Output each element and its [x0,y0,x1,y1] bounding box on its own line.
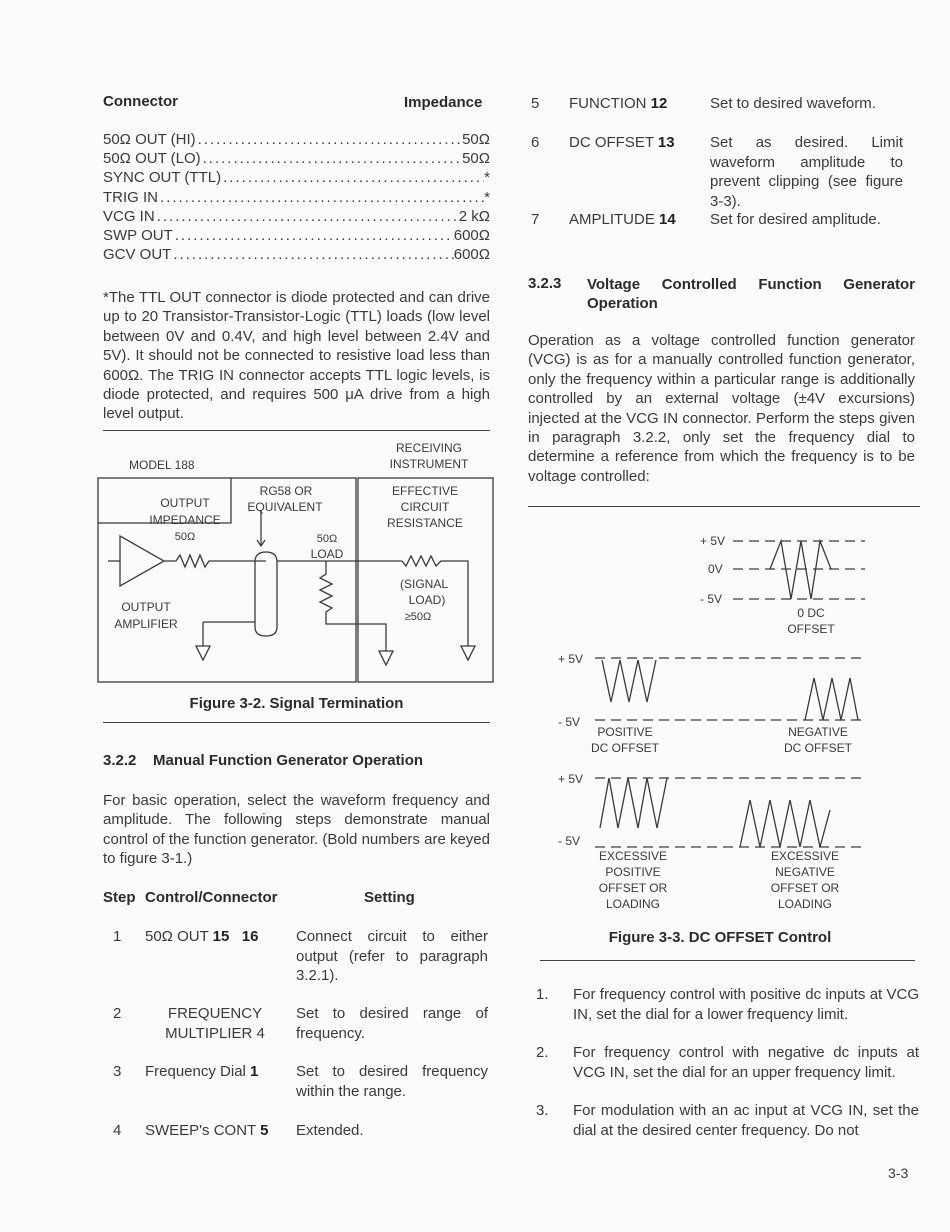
cable-label-1: RG58 OR [259,484,313,498]
control-name: 50Ω OUT [145,928,213,945]
setting-text: Set to desired waveform. [710,95,876,112]
impedance-value: 50Ω [462,150,490,168]
model-188-label: MODEL 188 [129,458,195,472]
load-value: 50Ω [316,533,338,545]
list-number: 1. [536,986,549,1003]
step-number: 2 [113,1005,122,1022]
figure-key-number: 15 16 [212,928,259,945]
leader-dots [171,245,453,264]
figure-key-number: 5 [260,1122,269,1139]
positive-label-1: POSITIVE [597,725,653,739]
connector-row [103,149,490,168]
negative-label-2: DC OFFSET [784,741,852,755]
figure-3-3-caption: Figure 3-3. DC OFFSET Control [608,929,832,946]
cable-label-2: EQUIVALENT [247,500,323,514]
connector-name: SWP OUT [103,227,173,244]
negative-label-1: NEGATIVE [788,725,848,739]
setting-cell [296,1004,488,1043]
signal-load-value: ≥50Ω [404,611,432,623]
amplifier-symbol [120,536,164,586]
step-number: 4 [113,1122,122,1139]
section-322-body: For basic operation, select the waveform frequency and amplitude. The following steps demonstrate manual control of the function generator. (Bold numbers are keyed to figure 3-1.) [103,792,490,868]
connector-column-header: Connector [103,93,178,110]
impedance-value: 600Ω [453,227,490,244]
control-cell [569,133,699,153]
setting-text: Set to desired frequency within the range. [296,1063,488,1100]
connector-row [103,188,490,207]
section-323-title: Voltage Controlled Function Generator Operation [587,276,915,312]
exc-neg-2: NEGATIVE [775,865,835,879]
control-name: AMPLITUDE [569,211,660,228]
control-name-line2: MULTIPLIER 4 [165,1024,265,1042]
minus5-label: - 5V [700,592,723,606]
dc-offset-waveforms [540,520,870,920]
divider [103,430,490,431]
exc-pos-4: LOADING [605,897,661,911]
control-cell [145,1062,285,1082]
section-322-heading: 3.2.2 Manual Function Generator Operation [103,752,424,769]
step-cell [113,1062,133,1082]
exc-neg-3: OFFSET OR [770,881,840,895]
receiving-label-2: INSTRUMENT [389,457,469,471]
list-number: 3. [536,1102,549,1119]
exc-pos-2: POSITIVE [605,865,661,879]
setting-text: Connect circuit to either output (refer to paragraph 3.2.1). [296,928,488,984]
connector-name: 50Ω OUT (HI) [103,131,196,148]
control-cell [145,1004,285,1043]
amplifier-label-2: AMPLIFIER [114,617,178,631]
divider [528,506,920,507]
leader-dots [155,207,459,226]
setting-cell [710,133,903,211]
setting-text: Set for desired amplitude. [710,211,881,228]
step-column-header: Step [103,889,136,906]
impedance-value: 600Ω [453,246,490,264]
divider [103,722,490,723]
plus5-label-bottom: + 5V [558,772,584,786]
exc-neg-1: EXCESSIVE [770,849,840,863]
step-number: 1 [113,928,122,945]
step-number: 3 [113,1063,122,1080]
impedance-value: * [484,188,490,206]
step-number: 5 [531,95,540,112]
signal-load-label-1: (SIGNAL [399,577,449,591]
zero-label: 0V [708,562,723,576]
minus5-label-mid: - 5V [558,715,581,729]
setting-text: Set to desired range of frequency. [296,1005,488,1042]
list-item: For frequency control with positive dc inputs at VCG IN, set the dial for a lower frequency limit. [573,986,919,1023]
ttl-footnote: *The TTL OUT connector is diode protected and can drive up to 20 Transistor-Transistor-Logic (TTL) loads (low level between 0V and 0.4V, and high level between 2.4V and 5V). It should not be connected to resistive load less than 600Ω. The TRIG IN connector accepts TTL logic levels, is diode protected, and requires 500 μA drive from a high level output. [103,289,490,423]
impedance-column-header: Impedance [404,94,483,111]
setting-cell [296,1121,488,1141]
control-cell [569,210,699,230]
connector-row [103,130,490,149]
page-number: 3-3 [888,1165,909,1181]
effective-label-1: EFFECTIVE [391,484,459,498]
receiving-label-1: RECEIVING [395,441,463,455]
control-cell [145,1121,285,1141]
step-cell [531,133,551,153]
control-name: Frequency Dial [145,1063,251,1080]
exc-pos-1: EXCESSIVE [598,849,668,863]
step-cell [531,210,551,230]
setting-text: Extended. [296,1122,364,1139]
amplifier-label-1: OUTPUT [121,600,171,614]
connector-name: 50Ω OUT (LO) [103,150,201,168]
output-impedance-label-2: IMPEDANCE [149,513,221,527]
connector-name: VCG IN [103,207,155,225]
minus5-label-bottom: - 5V [558,834,581,848]
exc-pos-3: OFFSET OR [598,881,668,895]
figure-key-number: 14 [659,211,676,228]
figure-3-2-caption: Figure 3-2. Signal Termination [189,695,404,712]
control-name: DC OFFSET [569,134,658,151]
control-name: FUNCTION [569,95,651,112]
signal-termination-diagram [96,436,496,698]
exc-neg-4: LOADING [777,897,833,911]
step-cell [113,1121,133,1141]
rg58-cable-symbol [255,552,277,636]
leader-dots [173,226,454,245]
connector-row [103,226,490,245]
figure-key-number: 12 [650,95,668,112]
impedance-value: 2 kΩ [458,207,490,225]
connector-row [103,207,490,226]
control-name: FREQUENCY [167,1005,263,1022]
control-column-header: Control/Connector [145,889,278,906]
setting-cell [296,927,488,986]
control-name: SWEEP's CONT [145,1122,261,1139]
setting-column-header: Setting [364,889,415,906]
positive-label-2: DC OFFSET [591,741,659,755]
plus5-label-mid: + 5V [558,652,584,666]
zero-dc-label-2: OFFSET [787,622,835,636]
output-impedance-value: 50Ω [174,531,196,543]
step-number: 7 [531,211,540,228]
impedance-value: * [484,169,490,187]
load-label: LOAD [310,547,344,561]
connector-name: TRIG IN [103,188,158,206]
list-item: For frequency control with negative dc inputs at VCG IN, set the dial for an upper frequency limit. [573,1044,919,1081]
control-cell [569,94,699,114]
step-cell [531,94,551,114]
step-cell [113,927,133,947]
connector-name: SYNC OUT (TTL) [103,169,222,187]
setting-cell [296,1062,488,1101]
effective-label-3: RESISTANCE [387,516,463,530]
setting-cell [710,210,903,230]
list-number: 2. [536,1044,549,1061]
output-impedance-label-1: OUTPUT [160,496,210,510]
plus5-label: + 5V [700,534,726,548]
zero-dc-label-1: 0 DC [797,606,825,620]
setting-cell [710,94,903,114]
leader-dots [158,188,484,207]
impedance-value: 50Ω [462,131,490,148]
divider [540,960,915,961]
control-cell [145,927,285,947]
connector-row [103,168,490,187]
step-number: 6 [531,134,540,151]
section-323-number: 3.2.3 [528,275,562,292]
connector-name: GCV OUT [103,246,172,264]
signal-load-label-2: LOAD) [408,593,446,607]
connector-row [103,245,490,264]
section-323-body: Operation as a voltage controlled function generator (VCG) is as for a manually controlled function generator, only the frequency within a particular range is additionally controlled by an external voltage (±4V excursions) injected at the VCG IN connector. Perform the steps given in paragraph 3.2.2, only set the frequency dial to determine a reference from which the frequency is to be voltage controlled: [528,332,915,485]
leader-dots [196,130,462,149]
step-cell [113,1004,133,1024]
setting-text: Set as desired. Limit waveform amplitude to prevent clipping (see figure 3-3). [710,134,903,210]
leader-dots [221,168,484,187]
list-item: For modulation with an ac input at VCG IN, set the dial at the desired center frequency. Do not [573,1102,919,1139]
figure-key-number: 13 [657,134,675,151]
effective-label-2: CIRCUIT [400,500,450,514]
leader-dots [201,149,462,168]
figure-key-number: 1 [250,1063,259,1080]
